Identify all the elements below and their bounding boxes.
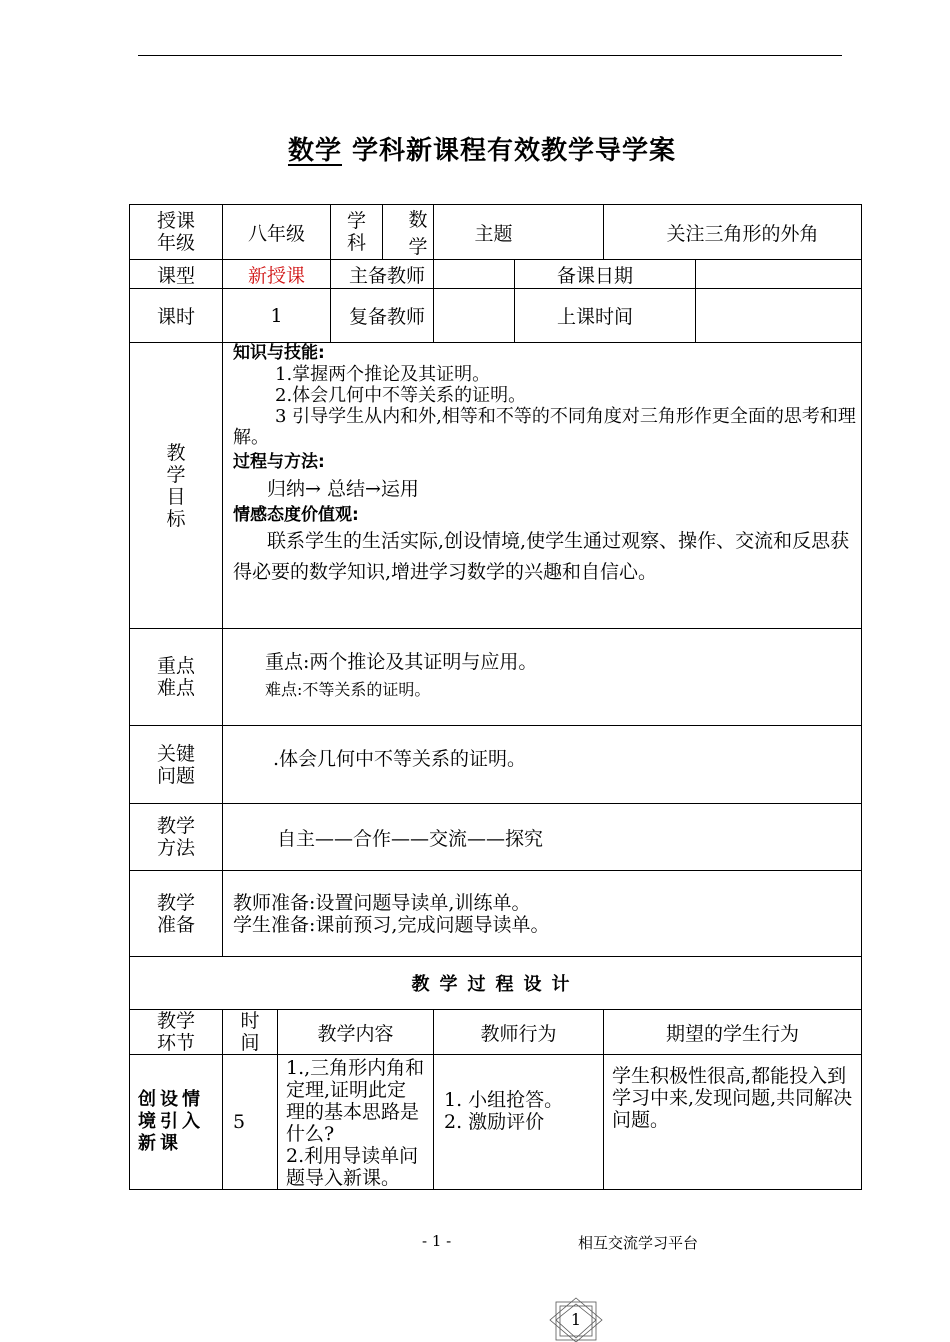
row-type	[130, 260, 862, 289]
prep-label: 教学准备	[130, 871, 223, 957]
lesson-plan-table	[129, 204, 862, 1190]
co-teacher-label: 复备教师	[331, 289, 434, 343]
title-subject: 数学	[287, 136, 342, 166]
prep-date-label: 备课日期	[515, 260, 696, 289]
platform-name: 相互交流学习平台	[578, 1234, 699, 1252]
key-points-label: 重点难点	[130, 629, 223, 726]
emotion-text: 联系学生的生活实际,创设情境,使学生通过观察、操作、交流和反思获得必要的数学知识,增进学习数学的兴趣和自信心。	[233, 530, 850, 583]
col-stage: 教学环节	[130, 1010, 223, 1055]
knowledge-item-2: 2.体会几何中不等关系的证明。	[275, 385, 527, 406]
row-design-heading	[130, 957, 862, 1010]
row-key-points	[130, 629, 862, 726]
header-rule	[138, 55, 842, 56]
emotion-heading: 情感态度价值观:	[233, 505, 359, 525]
teacher-item-2: 2. 激励评价	[444, 1111, 545, 1133]
design-heading: 教学过程设计	[130, 957, 862, 1010]
content-item-2: 2.利用导读单问题导入新课。	[286, 1145, 419, 1189]
grade-label: 授课年级	[130, 205, 223, 260]
row-grade	[130, 205, 862, 260]
class-time-label: 上课时间	[515, 289, 696, 343]
goals-label: 教学目标	[130, 343, 223, 629]
time-cell: 5	[223, 1055, 278, 1190]
knowledge-heading: 知识与技能:	[233, 343, 325, 363]
content-cell	[278, 1055, 434, 1190]
col-student: 期望的学生行为	[604, 1010, 862, 1055]
co-teacher-value	[434, 289, 515, 343]
method-text: 自主——合作——交流——探究	[223, 804, 862, 871]
knowledge-item-1: 1.掌握两个推论及其证明。	[275, 364, 491, 385]
row-prep	[130, 871, 862, 957]
col-time: 时间	[223, 1010, 278, 1055]
prep-date-value	[696, 260, 862, 289]
difficulty-text: 难点:不等关系的证明。	[265, 680, 431, 699]
teacher-item-1: 1. 小组抢答。	[444, 1089, 564, 1111]
stage-cell: 创设情境引入新课	[130, 1055, 223, 1190]
period-value: 1	[223, 289, 331, 343]
key-question-label: 关键问题	[130, 726, 223, 804]
col-content: 教学内容	[278, 1010, 434, 1055]
subject-label: 学科	[331, 205, 383, 260]
badge-number: 1	[570, 1310, 582, 1329]
topic-value: 关注三角形的外角	[604, 205, 862, 260]
subject-value: 数学	[383, 205, 434, 260]
method-label: 教学方法	[130, 804, 223, 871]
content-item-1: 1.,三角形内角和定理,证明此定理的基本思路是什么?	[286, 1057, 425, 1145]
knowledge-item-3: 3 引导学生从内和外,相等和不等的不同角度对三角形作更全面的思考和理解。	[233, 406, 856, 448]
row-key-question	[130, 726, 862, 804]
student-cell: 学生积极性很高,都能投入到学习中来,发现问题,共同解决问题。	[604, 1055, 862, 1190]
key-points-content	[223, 629, 862, 726]
lead-teacher-value	[434, 260, 515, 289]
process-text: 归纳→ 总结→运用	[267, 478, 419, 500]
row-method	[130, 804, 862, 871]
page-title	[0, 130, 950, 167]
type-label: 课型	[130, 260, 223, 289]
process-heading: 过程与方法:	[233, 452, 325, 472]
topic-label: 主题	[434, 205, 604, 260]
teacher-cell	[434, 1055, 604, 1190]
key-question-text: .体会几何中不等关系的证明。	[223, 726, 862, 804]
row-period	[130, 289, 862, 343]
teacher-prep: 教师准备:设置问题导读单,训练单。	[233, 891, 531, 914]
student-prep: 学生准备:课前预习,完成问题导读单。	[233, 913, 550, 936]
period-label: 课时	[130, 289, 223, 343]
page-number: - 1 -	[422, 1232, 452, 1250]
col-teacher: 教师行为	[434, 1010, 604, 1055]
prep-content	[223, 871, 862, 957]
class-time-value	[696, 289, 862, 343]
row-goals	[130, 343, 862, 629]
type-value: 新授课	[223, 260, 331, 289]
title-rest: 学科新课程有效教学导学案	[352, 136, 677, 166]
lead-teacher-label: 主备教师	[331, 260, 434, 289]
grade-value: 八年级	[223, 205, 331, 260]
key-point-text: 重点:两个推论及其证明与应用。	[265, 651, 538, 673]
goals-content	[223, 343, 862, 629]
table-row	[130, 1055, 862, 1190]
row-design-columns	[130, 1010, 862, 1055]
